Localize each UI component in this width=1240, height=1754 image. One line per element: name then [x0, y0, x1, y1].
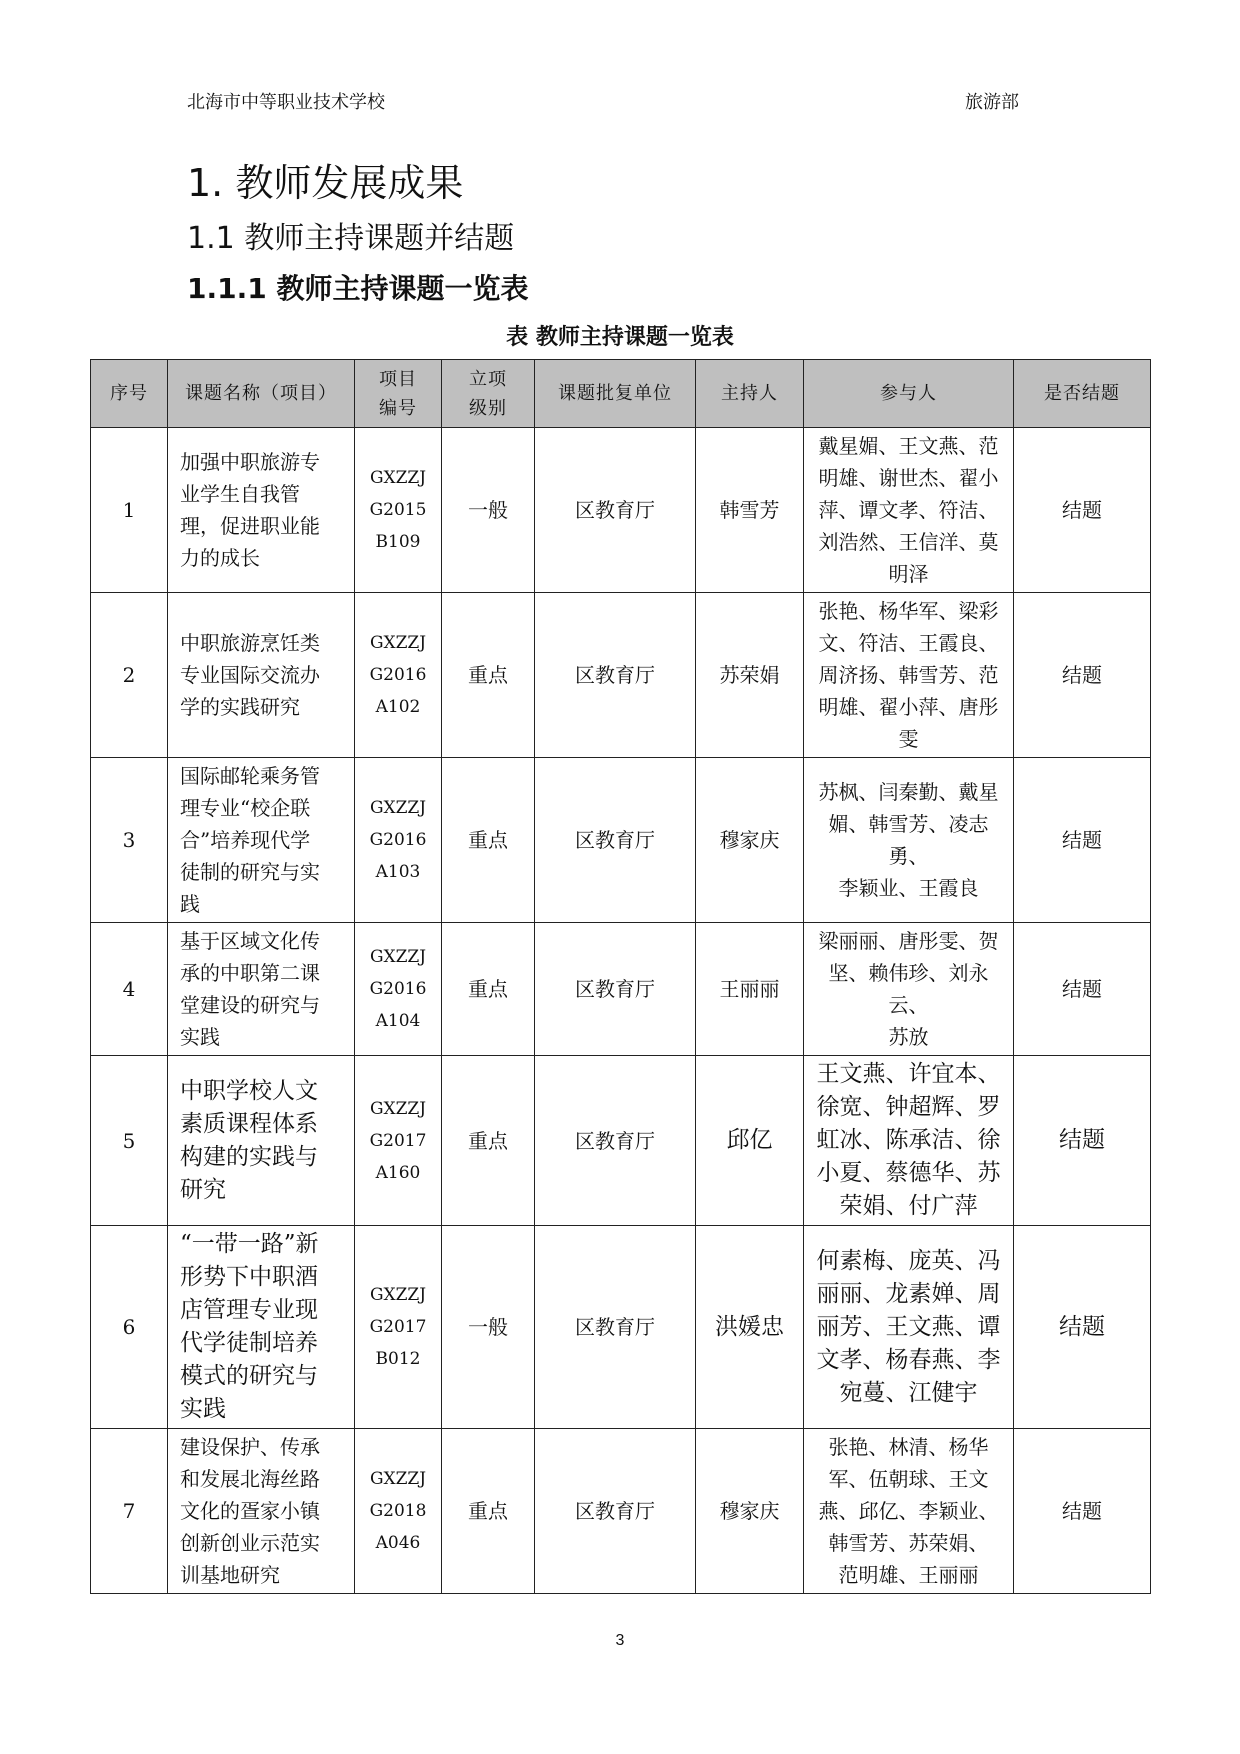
cell-participants	[804, 428, 1014, 593]
cell-participants-line: 韩雪芳、苏荣娟、	[828, 1531, 989, 1555]
cell-project-code-line: GXZZJ	[369, 1285, 427, 1305]
cell-project-code-line: B012	[375, 1349, 421, 1369]
cell-completed: 结题	[1014, 923, 1151, 1056]
cell-host: 穆家庆	[696, 758, 804, 923]
cell-participants-line: 明雄、翟小萍、唐彤	[818, 695, 999, 719]
cell-topic-name-line: 创新创业示范实	[180, 1531, 320, 1555]
cell-participants-line: 周济扬、韩雪芳、范	[818, 663, 999, 687]
cell-completed: 结题	[1014, 1056, 1151, 1226]
cell-topic-name-line: 中职学校人文	[180, 1077, 318, 1104]
cell-topic-name-line: 店管理专业现	[180, 1297, 318, 1323]
cell-level: 重点	[442, 593, 535, 758]
cell-topic-name	[168, 758, 355, 923]
cell-approval-unit: 区教育厅	[535, 1429, 696, 1594]
cell-project-code-line: A104	[375, 1011, 421, 1031]
cell-participants	[804, 1429, 1014, 1594]
cell-project-code	[355, 923, 442, 1056]
cell-topic-name-line: 理专业“校企联	[180, 796, 311, 820]
cell-completed: 结题	[1014, 1226, 1151, 1429]
cell-completed: 结题	[1014, 758, 1151, 923]
cell-host: 苏荣娟	[696, 593, 804, 758]
cell-completed: 结题	[1014, 593, 1151, 758]
cell-topic-name-line: 实践	[180, 1396, 226, 1422]
cell-participants-line: 燕、邱亿、李颖业、	[818, 1499, 999, 1523]
cell-topic-name-line: 代学徒制培养	[180, 1330, 318, 1356]
cell-project-code	[355, 1429, 442, 1594]
header-code-line1: 项目	[379, 368, 417, 390]
header-done: 是否结题	[1014, 360, 1151, 428]
cell-topic-name-line: 国际邮轮乘务管	[180, 764, 320, 788]
cell-no: 7	[91, 1429, 168, 1594]
cell-topic-name	[168, 1056, 355, 1226]
cell-project-code	[355, 593, 442, 758]
cell-topic-name-line: 训基地研究	[180, 1563, 280, 1587]
cell-project-code-line: GXZZJ	[369, 947, 427, 967]
cell-project-code-line: A160	[375, 1162, 421, 1183]
cell-level: 重点	[442, 923, 535, 1056]
header-unit: 课题批复单位	[535, 360, 696, 428]
cell-topic-name-line: 基于区域文化传	[180, 929, 320, 953]
cell-topic-name-line: 力的成长	[180, 546, 260, 570]
cell-topic-name-line: 践	[180, 892, 200, 916]
cell-participants	[804, 1226, 1014, 1429]
cell-project-code-line: GXZZJ	[369, 798, 427, 818]
cell-project-code-line: G2018	[369, 1501, 427, 1521]
cell-host: 穆家庆	[696, 1429, 804, 1594]
cell-project-code-line: A046	[375, 1533, 421, 1553]
header-lead: 主持人	[696, 360, 804, 428]
cell-host: 韩雪芳	[696, 428, 804, 593]
table-body	[91, 428, 1151, 1594]
cell-project-code-line: G2016	[369, 979, 427, 999]
header-code	[355, 360, 442, 428]
cell-participants	[804, 593, 1014, 758]
cell-topic-name-line: 承的中职第二课	[180, 961, 320, 985]
cell-project-code-line: GXZZJ	[369, 633, 427, 653]
cell-participants-line: 王文燕、许宜本、	[816, 1061, 1001, 1087]
cell-topic-name	[168, 593, 355, 758]
header-no: 序号	[91, 360, 168, 428]
cell-topic-name-line: 文化的疍家小镇	[180, 1499, 320, 1523]
header-people: 参与人	[804, 360, 1014, 428]
cell-participants-line: 宛蔓、江健宇	[839, 1379, 978, 1406]
cell-level: 重点	[442, 758, 535, 923]
cell-level: 重点	[442, 1429, 535, 1594]
cell-topic-name	[168, 1429, 355, 1594]
cell-no: 1	[91, 428, 168, 593]
section-heading-1-1: 1.1 教师主持课题并结题	[187, 221, 515, 256]
cell-topic-name-line: 专业国际交流办	[180, 663, 320, 687]
header-level	[442, 360, 535, 428]
cell-approval-unit: 区教育厅	[535, 428, 696, 593]
cell-topic-name-line: 素质课程体系	[180, 1110, 318, 1137]
cell-project-code-line: G2015	[369, 500, 427, 520]
cell-topic-name-line: 模式的研究与	[180, 1363, 318, 1389]
cell-approval-unit: 区教育厅	[535, 1056, 696, 1226]
cell-project-code-line: GXZZJ	[369, 468, 427, 488]
table-row	[91, 428, 1151, 593]
cell-project-code-line: GXZZJ	[369, 1469, 427, 1489]
cell-level: 一般	[442, 1226, 535, 1429]
table-row	[91, 1429, 1151, 1594]
table-header-row	[91, 360, 1151, 428]
cell-participants-line: 荣娟、付广萍	[839, 1193, 978, 1219]
cell-approval-unit: 区教育厅	[535, 1226, 696, 1429]
table-row	[91, 1226, 1151, 1429]
cell-project-code-line: A102	[375, 697, 421, 717]
cell-topic-name-line: 加强中职旅游专	[180, 450, 320, 474]
page-header	[187, 88, 1053, 114]
cell-topic-name-line: 构建的实践与	[180, 1143, 318, 1170]
cell-project-code-line: A103	[375, 862, 421, 882]
cell-project-code-line: G2017	[369, 1130, 427, 1151]
cell-topic-name-line: 实践	[180, 1025, 220, 1049]
cell-topic-name-line: 合”培养现代学	[180, 828, 311, 852]
topics-table	[90, 359, 1151, 1594]
cell-topic-name-line: 理，促进职业能	[180, 514, 320, 538]
cell-participants-line: 萍、谭文孝、符洁、	[818, 498, 999, 522]
table-caption: 表 教师主持课题一览表	[506, 325, 734, 350]
cell-participants-line: 戴星媚、王文燕、范	[818, 434, 999, 458]
header-level-line2: 级别	[469, 397, 507, 419]
cell-no: 3	[91, 758, 168, 923]
cell-topic-name-line: 研究	[180, 1176, 226, 1203]
header-code-line2: 编号	[379, 397, 417, 419]
cell-participants-line: 李颖业、王霞良	[838, 876, 979, 900]
cell-topic-name-line: 徒制的研究与实	[180, 860, 320, 884]
cell-topic-name-line: 业学生自我管	[180, 482, 300, 506]
cell-participants-line: 张艳、林清、杨华	[828, 1435, 989, 1459]
cell-host: 王丽丽	[696, 923, 804, 1056]
table-row	[91, 593, 1151, 758]
cell-project-code	[355, 1226, 442, 1429]
page-number: 3	[615, 1632, 625, 1649]
cell-host: 洪媛忠	[696, 1226, 804, 1429]
cell-topic-name-line: “一带一路”新	[180, 1231, 319, 1257]
cell-participants-line: 文孝、杨春燕、李	[816, 1346, 1001, 1373]
header-level-line1: 立项	[469, 368, 507, 390]
cell-topic-name-line: 建设保护、传承	[180, 1435, 320, 1459]
section-heading-1: 1. 教师发展成果	[187, 161, 464, 205]
table-row	[91, 923, 1151, 1056]
cell-participants-line: 丽丽、龙素婵、周	[816, 1280, 1001, 1307]
cell-host: 邱亿	[696, 1056, 804, 1226]
cell-level: 一般	[442, 428, 535, 593]
cell-topic-name-line: 堂建设的研究与	[180, 993, 320, 1017]
cell-participants-line: 梁丽丽、唐彤雯、贺	[818, 929, 999, 953]
cell-topic-name-line: 中职旅游烹饪类	[180, 631, 320, 655]
cell-participants-line: 文、符洁、王霞良、	[818, 631, 999, 655]
cell-participants-line: 雯	[898, 727, 919, 751]
cell-project-code-line: GXZZJ	[369, 1098, 427, 1119]
cell-participants-line: 明雄、谢世杰、翟小	[818, 466, 999, 490]
cell-participants-line: 坚、赖伟珍、刘永云、	[828, 961, 989, 1017]
cell-participants-line: 范明雄、王丽丽	[838, 1563, 979, 1587]
cell-topic-name-line: 形势下中职酒	[180, 1264, 318, 1290]
cell-participants-line: 虹冰、陈承洁、徐	[816, 1127, 1001, 1153]
cell-participants-line: 苏枫、闫秦勤、戴星	[818, 780, 999, 804]
cell-no: 6	[91, 1226, 168, 1429]
table-row	[91, 1056, 1151, 1226]
section-heading-1-1-1: 1.1.1 教师主持课题一览表	[187, 272, 529, 305]
school-name: 北海市中等职业技术学校	[187, 92, 385, 113]
cell-completed: 结题	[1014, 428, 1151, 593]
cell-no: 4	[91, 923, 168, 1056]
cell-topic-name	[168, 923, 355, 1056]
cell-project-code-line: B109	[375, 532, 421, 552]
cell-approval-unit: 区教育厅	[535, 758, 696, 923]
cell-project-code	[355, 428, 442, 593]
cell-project-code	[355, 1056, 442, 1226]
department-name: 旅游部	[965, 92, 1019, 113]
cell-project-code-line: G2016	[369, 665, 427, 685]
cell-topic-name	[168, 428, 355, 593]
cell-project-code	[355, 758, 442, 923]
cell-project-code-line: G2017	[369, 1317, 427, 1337]
cell-participants-line: 张艳、杨华军、梁彩	[818, 599, 999, 623]
cell-participants-line: 刘浩然、王信洋、莫	[818, 530, 999, 554]
cell-participants-line: 苏放	[888, 1025, 929, 1049]
table-row	[91, 758, 1151, 923]
cell-participants	[804, 923, 1014, 1056]
cell-approval-unit: 区教育厅	[535, 923, 696, 1056]
cell-completed: 结题	[1014, 1429, 1151, 1594]
cell-approval-unit: 区教育厅	[535, 593, 696, 758]
cell-topic-name-line: 和发展北海丝路	[180, 1467, 320, 1491]
cell-participants-line: 媚、韩雪芳、凌志勇、	[828, 812, 989, 868]
cell-participants-line: 丽芳、王文燕、谭	[816, 1313, 1001, 1340]
cell-participants	[804, 1056, 1014, 1226]
cell-participants-line: 小夏、蔡德华、苏	[816, 1160, 1001, 1186]
cell-participants-line: 明泽	[888, 562, 929, 586]
header-name: 课题名称（项目）	[168, 360, 355, 428]
cell-participants-line: 何素梅、庞英、冯	[816, 1247, 1001, 1274]
cell-participants-line: 徐宽、钟超辉、罗	[816, 1094, 1001, 1120]
cell-level: 重点	[442, 1056, 535, 1226]
cell-no: 2	[91, 593, 168, 758]
cell-topic-name-line: 学的实践研究	[180, 695, 300, 719]
cell-participants	[804, 758, 1014, 923]
cell-no: 5	[91, 1056, 168, 1226]
cell-participants-line: 军、伍朝球、王文	[828, 1467, 989, 1491]
cell-topic-name	[168, 1226, 355, 1429]
cell-project-code-line: G2016	[369, 830, 427, 850]
